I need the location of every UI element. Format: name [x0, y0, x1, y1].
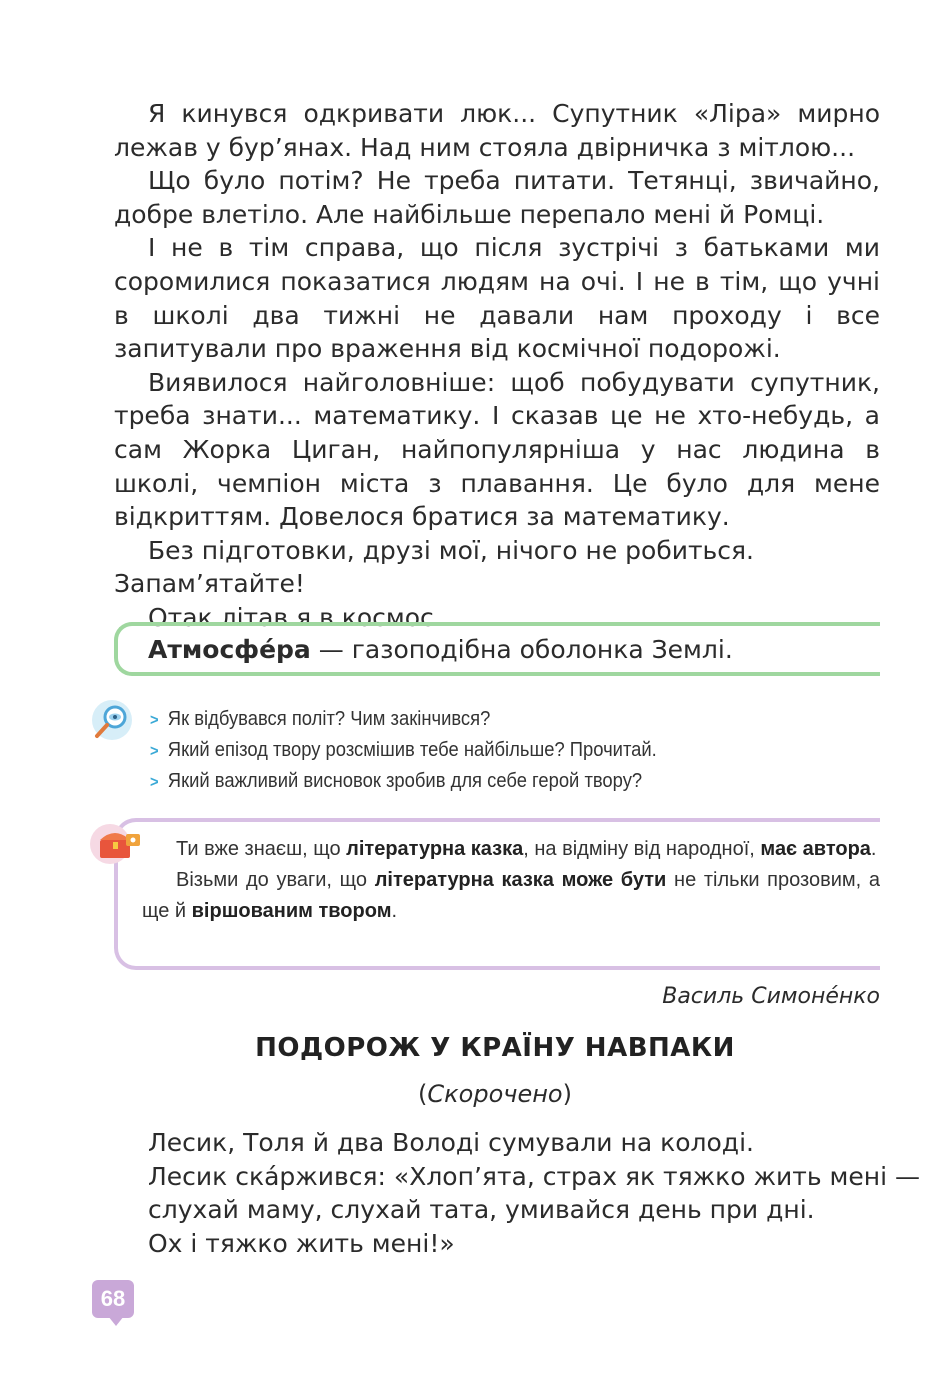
info-text-span: . [870, 838, 877, 860]
page-number-tail [108, 1316, 124, 1326]
info-text-span: . [391, 900, 398, 922]
poem-title: ПОДОРОЖ У КРАЇНУ НАВПАКИ [255, 1033, 735, 1063]
question-text: Який важливий висновок зробив для себе герой твору? [167, 770, 643, 792]
info-paragraph [142, 834, 880, 865]
info-emphasis: віршованим твором [191, 900, 392, 922]
info-text-span: Ти вже знаєш, що [176, 838, 347, 860]
chevron-right-icon: > [150, 743, 159, 760]
poem-line: Лесик, Толя й два Володі сумували на колоді. [148, 1128, 754, 1157]
subtitle-text: Скорочено [427, 1080, 563, 1108]
definition-body: — газоподібна оболонка Землі. [310, 635, 733, 664]
info-paragraph [142, 865, 880, 927]
list-item [150, 735, 822, 766]
question-text: Як відбувався політ? Чим закінчився? [167, 708, 491, 730]
story-text [114, 97, 880, 635]
definition-term: Атмосфе́ра [148, 635, 311, 664]
list-item [150, 766, 822, 797]
info-emphasis: має автора [760, 838, 871, 860]
chevron-right-icon: > [150, 774, 159, 791]
story-paragraph: Отак літав я в космос. [148, 602, 442, 632]
story-paragraph: І не в тім справа, що після зустрічі з батьками ми соромилися показатися людям на очі. І не в тім, що учні в школі два тижні не давали нам проходу і все запитували про враження від космічної подорожі. [114, 233, 880, 364]
poem-subtitle [0, 1080, 952, 1108]
paren-close: ) [562, 1080, 572, 1108]
info-emphasis: літературна казка може бути [374, 869, 667, 891]
poem-line: слухай маму, слухай тата, умивайся день при дні. [148, 1195, 815, 1225]
paren-open: ( [418, 1080, 428, 1108]
poem-author: Василь Симоне́нко [662, 984, 880, 1009]
page-number: 68 [92, 1280, 134, 1318]
list-item [150, 704, 822, 735]
story-paragraph: Без підготовки, друзі мої, нічого не робиться. Запам’ятайте! [114, 535, 755, 599]
definition-text [148, 633, 733, 666]
story-paragraph: Виявилося найголовніше: щоб побудувати супутник, треба знати... математику. І сказав це не хто-небудь, а сам Жорка Циган, найпопулярніша у нас людина в школі, чемпіон міста з плавання. Це було для мене відкриттям. Довелося братися за математику. [114, 367, 880, 532]
info-text-span: , на відміну від народної, [523, 838, 761, 860]
treasure-chest-icon [88, 820, 146, 870]
info-text-span: Візьми до уваги, що [176, 869, 375, 891]
magnifier-eye-icon [88, 698, 136, 746]
info-emphasis: літературна казка [346, 838, 524, 860]
poem-line: Ох і тяжко жить мені!» [148, 1228, 455, 1258]
chevron-right-icon: > [150, 712, 159, 729]
info-text [142, 834, 880, 927]
poem-line: Лесик ска́ржився: «Хлоп’ята, страх як тяжко жить мені — [148, 1161, 920, 1191]
story-paragraph: Що було потім? Не треба питати. Тетянці, звичайно, добре влетіло. Але найбільше перепало мені й Ромці. [114, 166, 880, 229]
poem-text [148, 1126, 920, 1260]
question-list [150, 704, 880, 797]
question-text: Який епізод твору розсмішив тебе найбільше? Прочитай. [167, 739, 657, 761]
info-text-span: не тільки прозовим, а ще й [142, 869, 880, 922]
story-paragraph: Я кинувся одкривати люк... Супутник «Ліра» мирно лежав у бур’янах. Над ним стояла двірничка з мітлою... [114, 99, 880, 162]
